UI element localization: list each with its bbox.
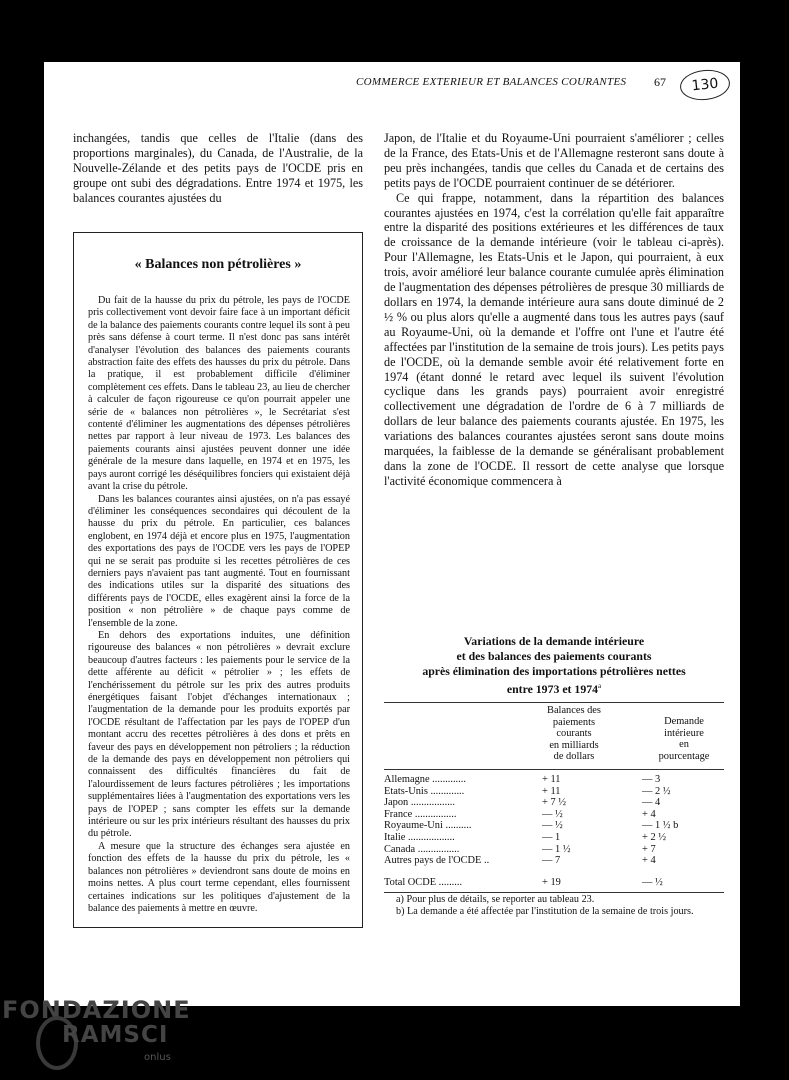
table-row: Autres pays de l'OCDE .. — 7 + 4 [384,855,656,867]
table-row: Etats-Unis ............. + 11 — 2 ½ [384,785,671,797]
table-title [384,634,724,697]
table-notes [384,894,724,918]
left-column-text: inchangées, tandis que celles de l'Italie (dans des proportions marginales), du Canada, de l'Australie, de la Nouvelle-Zélande et des petits pays de l'OCDE pris en groupe ont subi des dégradations. Entre 1974 et 1975, les balances courantes ajustées du [73,131,363,205]
table-title-line: et des balances des paiements courants [456,649,652,663]
table-total-row: Total OCDE ......... + 19 — ½ [384,877,663,888]
page-number: 67 [654,75,666,89]
right-column [384,131,724,489]
right-paragraph: Ce qui frappe, notamment, dans la répartition des balances courantes ajustées en 1974, c'est la corrélation qu'elle fait apparaître entre la disparité des positions extérieures et les différences de taux de croissance de la demande intérieure (voir le tableau ci-après). Pour l'Allemagne, les Etats-Unis et le Japon, qui pourraient, à eux trois, avoir amélioré leur balance courante cumulée après élimination de l'augmentation des dépenses pétrolières de presque 30 milliards de dollars en 1974, la demande intérieure aura sans doute diminué de 2 ½ % ou plus alors qu'elle a augmenté dans tous les autres pays (sauf au Royaume-Uni, où la demande et l'offre ont l'une et l'autre été affectées par l'institution de la semaine de trois jours). Les petits pays de l'OCDE, où la demande semble avoir été relativement forte en 1974 (étant donné le retard avec lequel ils suivent l'évolution cyclique dans les grands pays) pourraient avoir enregistré collectivement une dégradation de l'ordre de 6 à 7 milliards de dollars de leur balance des paiements courants ajustée. En 1975, les variations des balances courantes ajustées seront sans doute moins marquées, la faiblesse de la demande se généralisant probablement dans la zone de l'OCDE. Il ressort de cette analyse que lorsque l'activité économique commencera à [384,190,724,488]
sidebar-box [73,232,363,928]
box-paragraph: En dehors des exportations induites, une définition rigoureuse des balances « non pétrolières » devrait exclure beaucoup d'autres facteurs : les paiements pour le service de la dette afférente au déficit « pétrolier » ; les effets de l'enchérissement du pétrole sur les prix des autres produits énergétiques faisant l'objet d'échanges internationaux ; l'augmentation de la demande pour les produits exportés par l'OCDE résultant de l'affectation par les pays de l'OPEP d'un montant accru des recettes pétrolières à des dons et prêts en faveur des pays en développement non pétroliers ; la réduction de la demande des pays en développement non pétroliers qui connaissent des difficultés financières du fait de l'alourdissement de leurs factures pétrolières ; les importations supplémentaires liées à l'augmentation des exportations vers les pays de l'OPEP ; sans compter les effets sur la demande intérieure ou sur les prix intérieurs résultant des hausses du prix du pétrole. [88,629,350,840]
box-paragraph: Dans les balances courantes ainsi ajustées, on n'a pas essayé d'éliminer les conséquences secondaires qui découlent de la hausse du prix du pétrole. En particulier, ces balances englobent, en 1974 déjà et encore plus en 1975, l'augmentation des exportations des pays de l'OCDE vers les pays de l'OPEP qui ne se serait pas produite si les recettes pétrolières de ces derniers pays n'avaient pas tant augmenté. Tout en fournissant des indications utiles sur la disparité des situations des différents pays de l'OCDE, elles exagèrent ainsi la force de la position « non pétrolière » de chaque pays comme de l'ensemble de la zone. [88,493,350,629]
table-title-line: entre 1973 et 1974$^a$ [506,681,602,696]
box-body [88,295,350,915]
table-row: Italie .................. — 1 + 2 ½ [384,832,667,843]
table-title-note-mark: a [598,682,602,690]
table-title-line: après élimination des importations pétrolières nettes [422,664,686,678]
table-col2-header: Demande intérieure en pourcentage [658,716,710,762]
table-row: Royaume-Uni .......... — ½ — 1 ½ b [384,820,679,832]
table-row: Canada ................ — 1 ½ + 7 [384,843,656,855]
box-title: « Balances non pétrolières » [134,257,302,272]
table-row: Allemagne ............. + 11 — 3 [384,774,661,785]
right-paragraph: Japon, de l'Italie et du Royaume-Uni pourraient s'améliorer ; celles de la France, des Etats-Unis et de l'Allemagne resteront sans doute à peu près inchangées, tandis que celles du Canada et de certains des petits pays de l'OCDE pourraient continuer de se détériorer. [384,131,724,190]
table-col1-header: Balances des paiements courants en milliards de dollars [547,705,601,763]
document-page [44,62,740,1006]
table-rule-top [384,702,724,703]
watermark-line3: onlus [144,1052,171,1063]
table-row: France ................ — ½ + 4 [384,808,656,820]
handwritten-page-stamp: 130 [679,67,732,102]
table-title-line: Variations de la demande intérieure [463,634,645,648]
table-rule-header [384,769,724,770]
table-note: a) Pour plus de détails, se reporter au tableau 23. [396,894,595,905]
box-paragraph: A mesure que la structure des échanges sera ajustée en fonction des effets de la hausse du prix du pétrole, les « balances non pétrolières » deviendront sans doute de moins en moins nettes. A plus court terme cependant, elles fournissent certaines indications sur les politiques d'ajustement de la balance des paiements à mettre en œuvre. [88,840,350,914]
running-header: COMMERCE EXTERIEUR ET BALANCES COURANTES [356,76,627,88]
table-row: Japon ................. + 7 ½ — 4 [384,797,661,809]
left-column [73,131,363,206]
table-rule-bottom [384,892,724,893]
table-note: b) La demande a été affectée par l'institution de la semaine de trois jours. [396,906,694,917]
watermark-line1: FONDAZIONE [2,996,191,1024]
box-paragraph: Du fait de la hausse du prix du pétrole, les pays de l'OCDE pris collectivement vont devoir faire face à un important déficit de la balance des paiements courants contre lequel ils sont à peu près sans défense à court terme. Il n'est donc pas sans intérêt d'analyser l'évolution des balances des paiements courants abstraction faite des effets des hausses du prix du pétrole. Dans la pratique, il est probablement difficile d'éliminer complètement ces effets. Dans le tableau 23, au lieu de chercher à calculer de façon rigoureuse ce qu'on pourrait appeler une série de « balances non pétrolières », le Secrétariat s'est contenté d'éliminer les augmentations des dépenses pétrolières nettes par rapport à leur niveau de 1973. Les balances des paiements courants ainsi ajustées peuvent donner une idée générale de la mesure dans laquelle, en 1974 et en 1975, les pays auront corrigé les déséquilibres fonciers qui existaient déjà avant la crise du pétrole. [88,295,350,493]
watermark-line2: RAMSCI [62,1022,169,1048]
